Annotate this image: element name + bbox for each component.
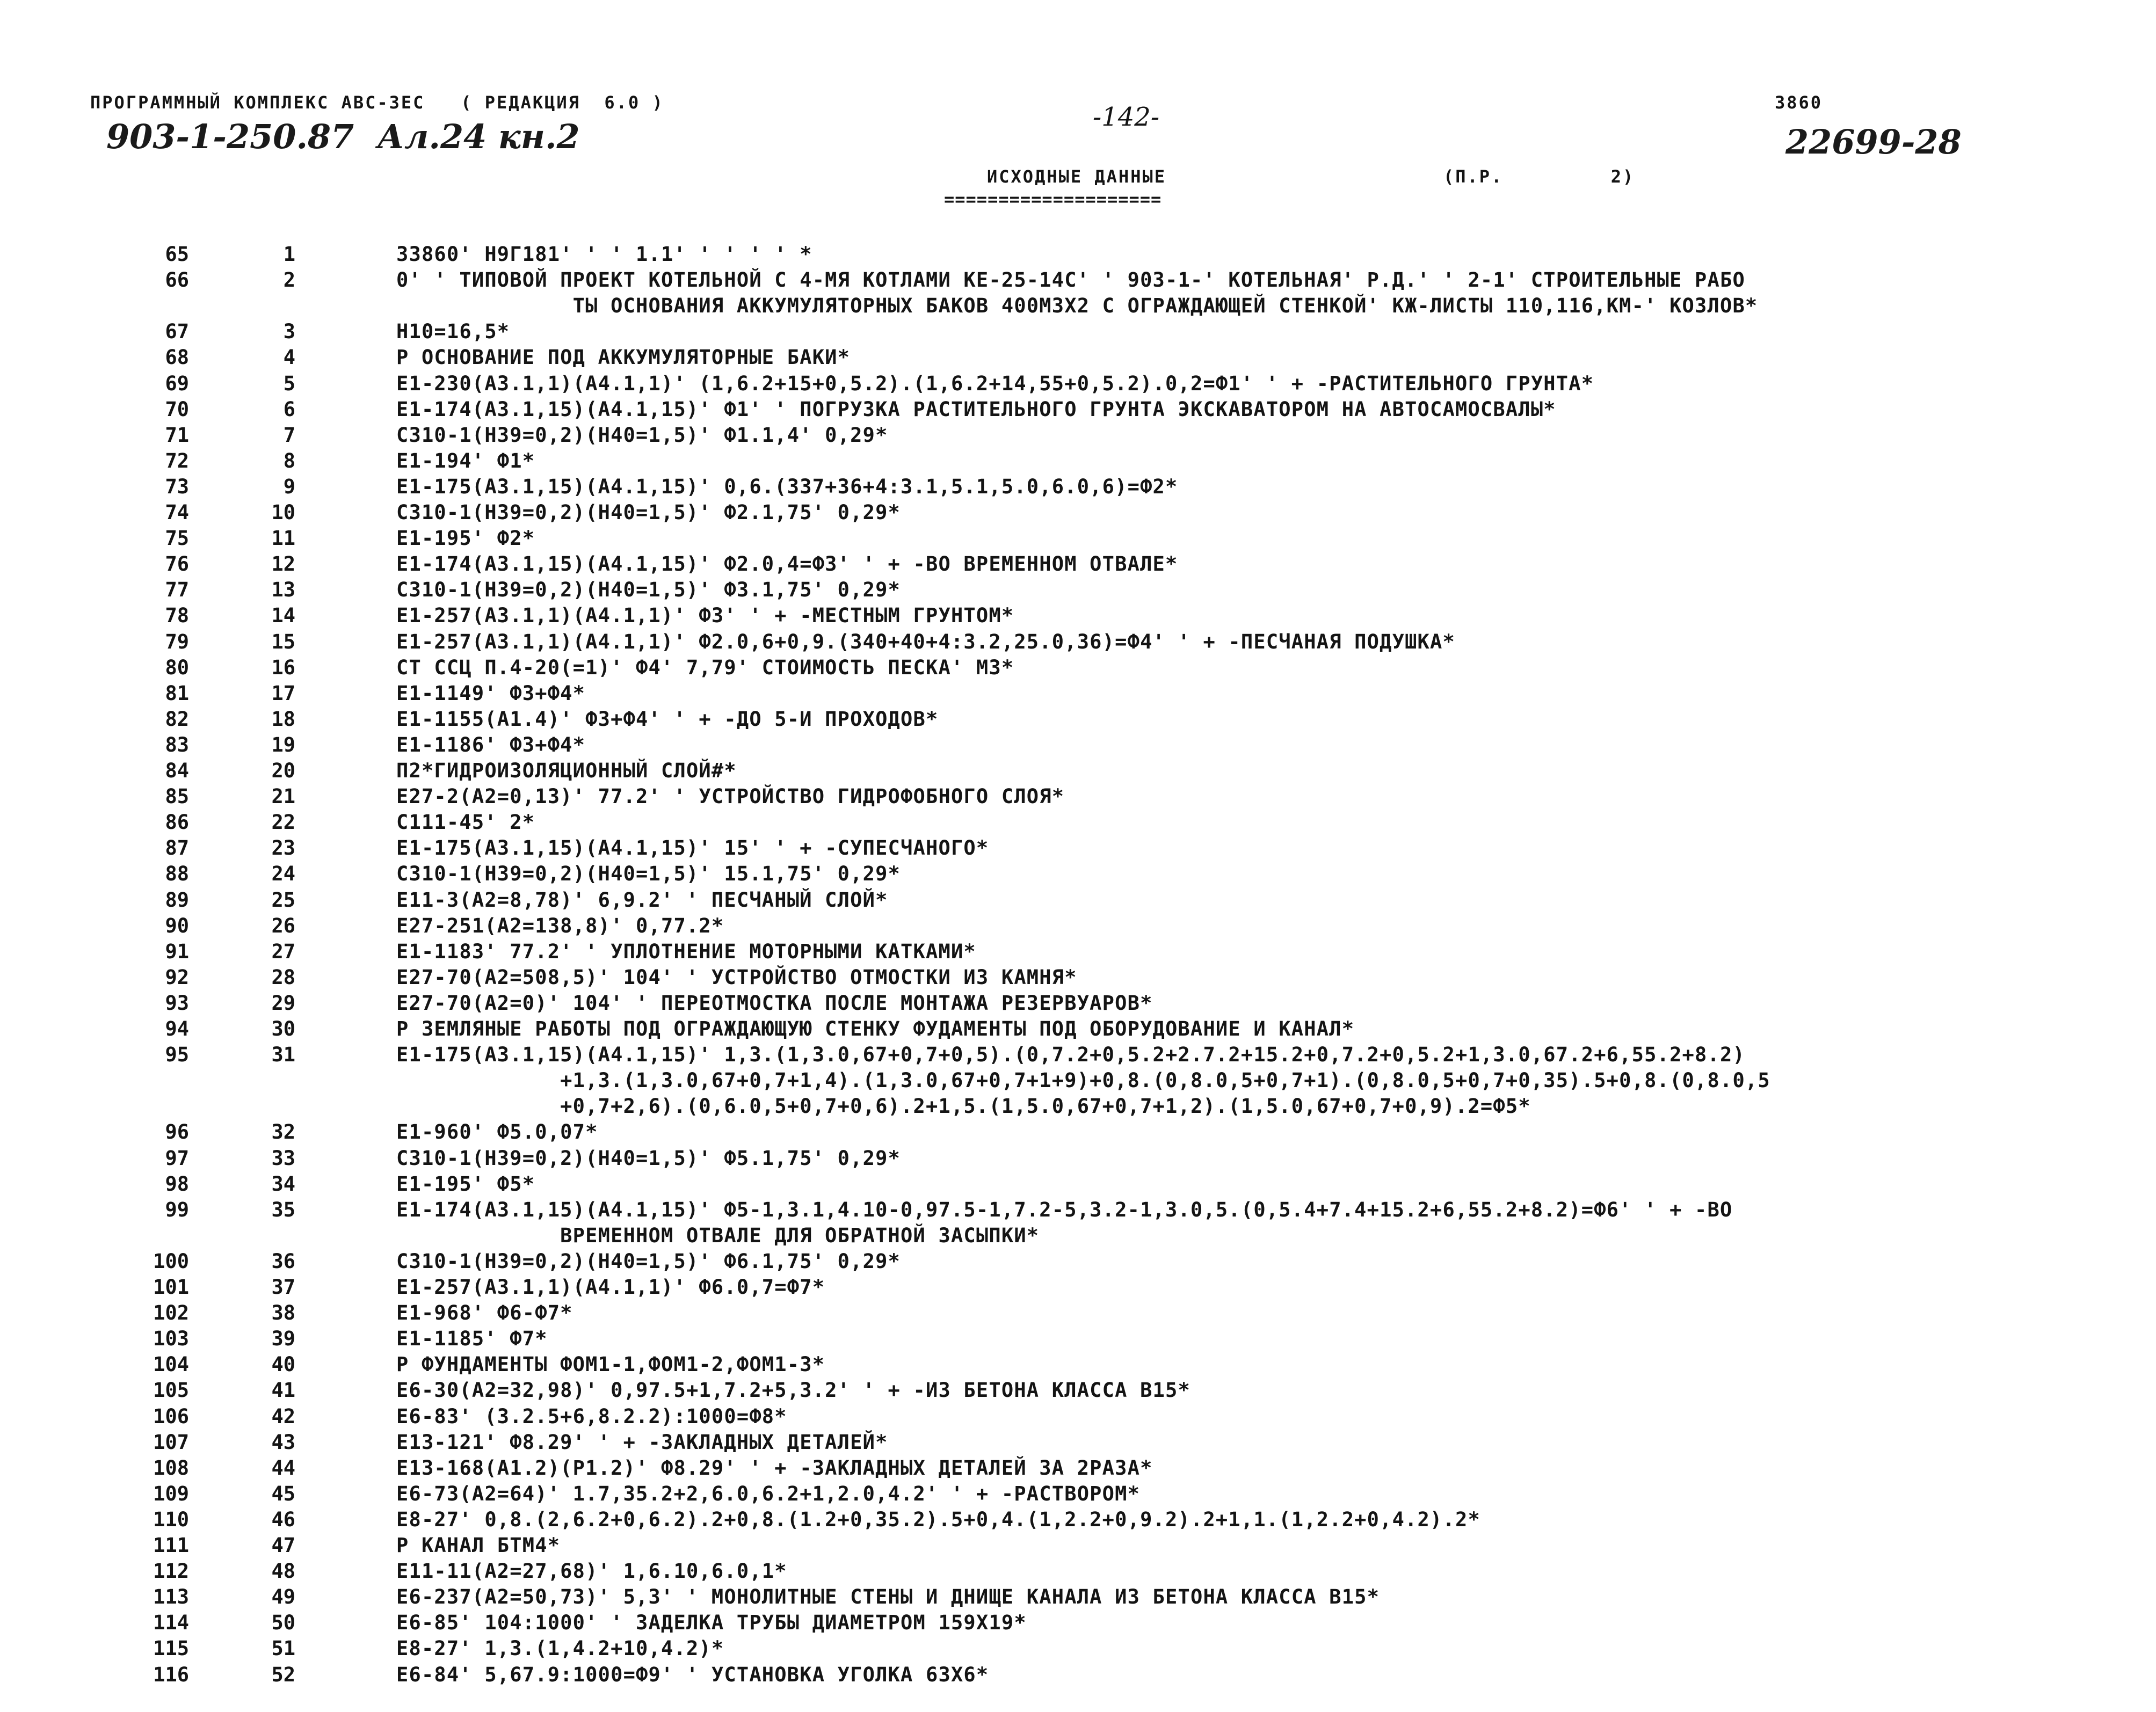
record-text: Е1-230(А3.1,1)(А4.1,1)' (1,6.2+15+0,5.2).(1,6.2+14,55+0,5.2).0,2=Ф1' ' + -РАСТИТЕЛЬНОГО ГРУНТА* [396,371,1594,395]
top-right-code: 3860 [1775,92,1823,113]
sequence-number: 12 [271,552,295,576]
line-number: 79 [165,630,189,653]
sequence-number: 49 [271,1585,295,1609]
sequence-number: 4 [283,346,295,369]
sequence-number: 24 [271,862,295,886]
sequence-number: 23 [271,836,295,860]
program-header: ПРОГРАММНЫЙ КОМПЛЕКС АВС-3ЕС ( РЕДАКЦИЯ 6.0 ) [90,92,664,113]
sequence-number: 26 [271,914,295,937]
line-number: 105 [153,1379,189,1402]
record-continuation-text: +0,7+2,6).(0,6.0,5+0,7+0,6).2+1,5.(1,5.0,67+0,7+1,2).(1,5.0,67+0,7+0,9).2=Ф5* [396,1095,1531,1118]
line-number: 100 [153,1249,189,1273]
sequence-number: 21 [271,785,295,808]
record-text: 33860' Н9Г181' ' ' 1.1' ' ' ' ' * [396,243,812,266]
record-text: Е1-174(А3.1,15)(А4.1,15)' Ф2.0,4=Ф3' ' + -ВО ВРЕМЕННОМ ОТВАЛЕ* [396,552,1178,576]
record-text: Е1-1186' Ф3+Ф4* [396,733,586,756]
record-text: Е6-85' 104:1000' ' ЗАДЕЛКА ТРУБЫ ДИАМЕТРОМ 159Х19* [396,1611,1027,1635]
record-text: 0' ' ТИПОВОЙ ПРОЕКТ КОТЕЛЬНОЙ С 4-МЯ КОТЛАМИ КЕ-25-14С' ' 903-1-' КОТЕЛЬНАЯ' Р.Д.' ' 2-1' СТРОИТЕЛЬНЫЕ РАБО [396,268,1745,292]
sequence-number: 34 [271,1172,295,1196]
line-number: 99 [165,1198,189,1221]
line-number: 96 [165,1120,189,1144]
section-underline: ==================== [944,189,1162,209]
record-text: Е1-960' Ф5.0,07* [396,1120,598,1144]
sequence-number: 16 [271,655,295,679]
record-text: С310-1(Н39=0,2)(Н40=1,5)' Ф1.1,4' 0,29* [396,423,888,447]
record-text: Е6-30(А2=32,98)' 0,97.5+1,7.2+5,3.2' ' + -ИЗ БЕТОНА КЛАССА В15* [396,1379,1190,1402]
sequence-number: 44 [271,1456,295,1480]
line-number: 73 [165,475,189,498]
section-reference: (П.Р. 2) [1443,166,1635,187]
record-text: Р ОСНОВАНИЕ ПОД АККУМУЛЯТОРНЫЕ БАКИ* [396,346,851,369]
record-text: С310-1(Н39=0,2)(Н40=1,5)' Ф6.1,75' 0,29* [396,1249,901,1273]
record-text: Е27-70(А2=0)' 104' ' ПЕРЕОТМОСТКА ПОСЛЕ МОНТАЖА РЕЗЕРВУАРОВ* [396,991,1153,1015]
record-text: Е27-251(А2=138,8)' 0,77.2* [396,914,724,937]
line-number: 72 [165,449,189,472]
line-number: 80 [165,655,189,679]
sequence-number: 1 [283,243,295,266]
sequence-number: 20 [271,759,295,782]
line-number: 112 [153,1560,189,1583]
sequence-number: 9 [283,475,295,498]
line-number: 90 [165,914,189,937]
record-text: П2*ГИДРОИЗОЛЯЦИОННЫЙ СЛОЙ#* [396,759,737,782]
record-text: Е13-168(А1.2)(Р1.2)' Ф8.29' ' + -ЗАКЛАДНЫХ ДЕТАЛЕЙ ЗА 2РАЗА* [396,1456,1153,1480]
record-text: Е6-237(А2=50,73)' 5,3' ' МОНОЛИТНЫЕ СТЕНЫ И ДНИЩЕ КАНАЛА ИЗ БЕТОНА КЛАССА В15* [396,1585,1380,1609]
record-text: Е27-2(А2=0,13)' 77.2' ' УСТРОЙСТВО ГИДРОФОБНОГО СЛОЯ* [396,785,1065,808]
record-text: Е1-257(А3.1,1)(А4.1,1)' Ф3' ' + -МЕСТНЫМ ГРУНТОМ* [396,604,1014,628]
line-number: 68 [165,346,189,369]
sequence-number: 39 [271,1327,295,1351]
record-text: Е6-84' 5,67.9:1000=Ф9' ' УСТАНОВКА УГОЛКА 63Х6* [396,1663,989,1686]
sequence-number: 6 [283,397,295,421]
sequence-number: 11 [271,527,295,550]
line-number: 76 [165,552,189,576]
record-text: Е8-27' 1,3.(1,4.2+10,4.2)* [396,1637,724,1660]
record-text: Е1-968' Ф6-Ф7* [396,1301,573,1325]
line-number: 81 [165,681,189,705]
page-number: -142- [1093,102,1160,132]
record-text: С310-1(Н39=0,2)(Н40=1,5)' Ф5.1,75' 0,29* [396,1146,901,1170]
line-number: 111 [153,1534,189,1557]
line-number: 92 [165,965,189,989]
line-number: 66 [165,268,189,292]
record-text: Н10=16,5* [396,320,510,344]
line-number: 104 [153,1353,189,1376]
record-text: Р ЗЕМЛЯНЫЕ РАБОТЫ ПОД ОГРАЖДАЮЩУЮ СТЕНКУ ФУДАМЕНТЫ ПОД ОБОРУДОВАНИЕ И КАНАЛ* [396,1017,1355,1040]
line-number: 93 [165,991,189,1015]
record-text: Е1-1183' 77.2' ' УПЛОТНЕНИЕ МОТОРНЫМИ КАТКАМИ* [396,939,976,963]
sequence-number: 40 [271,1353,295,1376]
record-text: Е1-195' Ф2* [396,527,535,550]
record-text: Е1-174(А3.1,15)(А4.1,15)' Ф5-1,3.1,4.10-0,97.5-1,7.2-5,3.2-1,3.0,5.(0,5.4+7.4+15.2+6,55.2+8.2)=Ф6' ' + -ВО [396,1198,1733,1221]
sequence-number: 18 [271,707,295,731]
record-text: Е1-175(А3.1,15)(А4.1,15)' 1,3.(1,3.0,67+0,7+0,5).(0,7.2+0,5.2+2.7.2+15.2+0,7.2+0,5.2+1,3.0,67.2+6,55.2+8.2) [396,1043,1745,1067]
sequence-number: 43 [271,1430,295,1454]
line-number: 116 [153,1663,189,1686]
sequence-number: 10 [271,501,295,524]
line-number: 110 [153,1507,189,1531]
handwritten-doc-ref: 903-1-250.87 Ал.24 кн.2 [106,117,580,156]
record-text: С310-1(Н39=0,2)(Н40=1,5)' 15.1,75' 0,29* [396,862,901,886]
record-text: Е6-73(А2=64)' 1.7,35.2+2,6.0,6.2+1,2.0,4.2' ' + -РАСТВОРОМ* [396,1482,1141,1505]
sequence-number: 38 [271,1301,295,1325]
sequence-number: 17 [271,681,295,705]
sequence-number: 36 [271,1249,295,1273]
record-text: Р КАНАЛ БТМ4* [396,1534,561,1557]
sequence-number: 51 [271,1637,295,1660]
record-text: Е11-11(А2=27,68)' 1,6.10,6.0,1* [396,1560,787,1583]
record-text: Е1-175(А3.1,15)(А4.1,15)' 0,6.(337+36+4:3.1,5.1,5.0,6.0,6)=Ф2* [396,475,1178,498]
line-number: 86 [165,811,189,834]
sequence-number: 32 [271,1120,295,1144]
record-text: Е1-1185' Ф7* [396,1327,548,1351]
sequence-number: 15 [271,630,295,653]
sequence-number: 31 [271,1043,295,1067]
line-number: 75 [165,527,189,550]
sequence-number: 3 [283,320,295,344]
sequence-number: 35 [271,1198,295,1221]
record-text: Е13-121' Ф8.29' ' + -ЗАКЛАДНЫХ ДЕТАЛЕЙ* [396,1430,888,1454]
line-number: 89 [165,888,189,912]
sequence-number: 41 [271,1379,295,1402]
sequence-number: 30 [271,1017,295,1040]
sequence-number: 29 [271,991,295,1015]
sequence-number: 19 [271,733,295,756]
line-number: 83 [165,733,189,756]
line-number: 69 [165,371,189,395]
line-number: 113 [153,1585,189,1609]
line-number: 65 [165,243,189,266]
record-text: Р ФУНДАМЕНТЫ ФОМ1-1,ФОМ1-2,ФОМ1-3* [396,1353,825,1376]
line-number: 82 [165,707,189,731]
record-text: Е1-175(А3.1,15)(А4.1,15)' 15' ' + -СУПЕСЧАНОГО* [396,836,989,860]
sequence-number: 14 [271,604,295,628]
sequence-number: 13 [271,578,295,602]
line-number: 74 [165,501,189,524]
sequence-number: 50 [271,1611,295,1635]
line-number: 101 [153,1276,189,1299]
handwritten-sheet-number: 22699-28 [1785,122,1962,162]
record-text: Е8-27' 0,8.(2,6.2+0,6.2).2+0,8.(1.2+0,35.2).5+0,4.(1,2.2+0,9.2).2+1,1.(1,2.2+0,4.2).2* [396,1507,1480,1531]
line-number: 88 [165,862,189,886]
record-text: Е11-3(А2=8,78)' 6,9.2' ' ПЕСЧАНЫЙ СЛОЙ* [396,888,888,912]
line-number: 71 [165,423,189,447]
line-number: 95 [165,1043,189,1067]
line-number: 87 [165,836,189,860]
sequence-number: 46 [271,1507,295,1531]
record-text: Е1-174(А3.1,15)(А4.1,15)' Ф1' ' ПОГРУЗКА РАСТИТЕЛЬНОГО ГРУНТА ЭКСКАВАТОРОМ НА АВТОСАМОСВАЛЫ* [396,397,1556,421]
sequence-number: 7 [283,423,295,447]
record-continuation-text: ТЫ ОСНОВАНИЯ АККУМУЛЯТОРНЫХ БАКОВ 400М3Х2 С ОГРАЖДАЮЩЕЙ СТЕНКОЙ' КЖ-ЛИСТЫ 110,116,КМ-' КОЗЛОВ* [396,294,1758,318]
sequence-number: 33 [271,1146,295,1170]
line-number: 77 [165,578,189,602]
line-number: 102 [153,1301,189,1325]
line-number: 70 [165,397,189,421]
record-text: С111-45' 2* [396,811,535,834]
line-number: 97 [165,1146,189,1170]
line-number: 91 [165,939,189,963]
sequence-number: 5 [283,371,295,395]
record-text: Е6-83' (3.2.5+6,8.2.2):1000=Ф8* [396,1404,787,1428]
record-text: Е1-257(А3.1,1)(А4.1,1)' Ф2.0,6+0,9.(340+40+4:3.2,25.0,36)=Ф4' ' + -ПЕСЧАНАЯ ПОДУШКА* [396,630,1455,653]
sequence-number: 42 [271,1404,295,1428]
record-text: С310-1(Н39=0,2)(Н40=1,5)' Ф2.1,75' 0,29* [396,501,901,524]
record-continuation-text: ВРЕМЕННОМ ОТВАЛЕ ДЛЯ ОБРАТНОЙ ЗАСЫПКИ* [396,1223,1040,1247]
record-text: С310-1(Н39=0,2)(Н40=1,5)' Ф3.1,75' 0,29* [396,578,901,602]
record-text: Е27-70(А2=508,5)' 104' ' УСТРОЙСТВО ОТМОСТКИ ИЗ КАМНЯ* [396,965,1077,989]
line-number: 114 [153,1611,189,1635]
line-number: 84 [165,759,189,782]
record-text: Е1-1149' Ф3+Ф4* [396,681,586,705]
line-number: 94 [165,1017,189,1040]
sequence-number: 37 [271,1276,295,1299]
record-text: Е1-195' Ф5* [396,1172,535,1196]
sequence-number: 28 [271,965,295,989]
record-continuation-text: +1,3.(1,3.0,67+0,7+1,4).(1,3.0,67+0,7+1+9)+0,8.(0,8.0,5+0,7+1).(0,8.0,5+0,7+0,35).5+0,8.(0,8.0,5 [396,1069,1770,1092]
sequence-number: 8 [283,449,295,472]
record-text: Е1-1155(А1.4)' Ф3+Ф4' ' + -ДО 5-И ПРОХОДОВ* [396,707,939,731]
sequence-number: 47 [271,1534,295,1557]
sequence-number: 27 [271,939,295,963]
record-text: СТ ССЦ П.4-20(=1)' Ф4' 7,79' СТОИМОСТЬ ПЕСКА' М3* [396,655,1014,679]
line-number: 106 [153,1404,189,1428]
record-text: Е1-194' Ф1* [396,449,535,472]
line-number: 67 [165,320,189,344]
sequence-number: 45 [271,1482,295,1505]
section-title: ИСХОДНЫЕ ДАННЫЕ [987,166,1166,187]
line-number: 85 [165,785,189,808]
line-number: 103 [153,1327,189,1351]
line-number: 107 [153,1430,189,1454]
line-number: 78 [165,604,189,628]
line-number: 108 [153,1456,189,1480]
sequence-number: 25 [271,888,295,912]
sequence-number: 48 [271,1560,295,1583]
sequence-number: 2 [283,268,295,292]
sequence-number: 22 [271,811,295,834]
line-number: 115 [153,1637,189,1660]
record-text: Е1-257(А3.1,1)(А4.1,1)' Ф6.0,7=Ф7* [396,1276,825,1299]
line-number: 98 [165,1172,189,1196]
sequence-number: 52 [271,1663,295,1686]
line-number: 109 [153,1482,189,1505]
